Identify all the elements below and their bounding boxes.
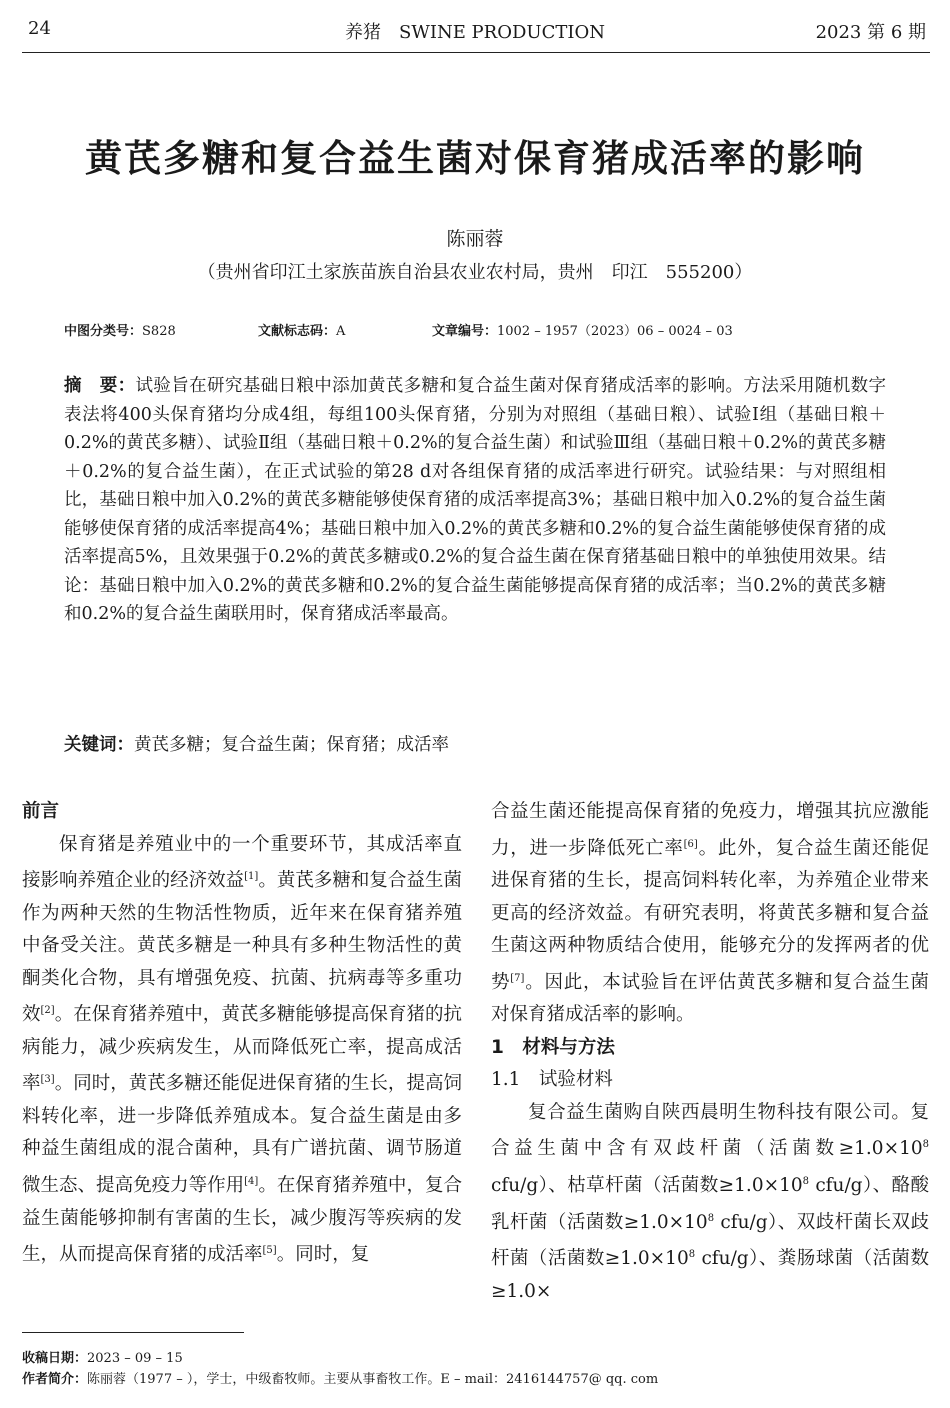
exponent: 8 [802, 1175, 810, 1187]
body-text: 。同时，复 [276, 1244, 370, 1266]
journal-name: 养猪 SWINE PRODUCTION [345, 22, 605, 43]
citation-ref: [7] [510, 972, 525, 984]
issue-label: 2023 第 6 期 [815, 22, 926, 43]
header-rule [22, 52, 930, 53]
left-column [22, 796, 462, 1272]
body-text: 。同时，黄芪多糖还能促进保育猪的生长，提高饲料转化率，进一步降低养殖成本。复合益生菌是由多种益生菌组成的混合菌种，具有广谱抗菌、调节肠道微生态、提高免疫力等作用 [22, 1073, 462, 1197]
abstract-text: 试验旨在研究基础日粮中添加黄芪多糖和复合益生菌对保育猪成活率的影响。方法采用随机数字表法将400头保育猪均分成4组，每组100头保育猪，分别为对照组（基础日粮）、试验Ⅰ组（基础日粮＋0.2%的黄芪多糖）、试验Ⅱ组（基础日粮＋0.2%的复合益生菌）和试验Ⅲ组（基础日粮＋0.2%的黄芪多糖＋0.2%的复合益生菌），在正式试验的第28 d对各组保育猪的成活率进行研究。试验结果：与对照组相比，基础日粮中加入0.2%的黄芪多糖能够使保育猪的成活率提高3%；基础日粮中加入0.2%的复合益生菌能够使保育猪的成活率提高4%；基础日粮中加入0.2%的黄芪多糖和0.2%的复合益生菌能够使保育猪的成活率提高5%，且效果强于0.2%的黄芪多糖或0.2%的复合益生菌在保育猪基础日粮中的单独使用效果。结论：基础日粮中加入0.2%的黄芪多糖和0.2%的复合益生菌能够提高保育猪的成活率；当0.2%的黄芪多糖和0.2%的复合益生菌联用时，保育猪成活率最高。 [64, 376, 887, 624]
article-number [432, 320, 733, 339]
page-number: 24 [28, 18, 51, 39]
received-value: 2023 – 09 – 15 [87, 1351, 183, 1366]
body-text: 。此外，复合益生菌还能促进保育猪的生长，提高饲料转化率，为养殖企业带来更高的经济效益。有研究表明，将黄芪多糖和复合益生菌这两种物质结合使用，能够充分的发挥两者的优势 [491, 837, 929, 993]
right-column [491, 796, 929, 1308]
citation-ref: [6] [683, 838, 698, 850]
citation-ref: [2] [40, 1005, 55, 1017]
keywords-text: 黄芪多糖；复合益生菌；保育猪；成活率 [134, 735, 449, 755]
document-code [258, 320, 345, 339]
body-text: 。黄芪多糖和复合益生菌作为两种天然的生物活性物质，近年来在保育猪养殖中备受关注。黄芪多糖是一种具有多种生物活性的黄酮类化合物，具有增强免疫、抗菌、抗病毒等多重功效 [22, 870, 462, 1026]
body-text: cfu/g）、枯草杆菌（活菌数≥1.0×10 [491, 1175, 803, 1197]
body-text: 。在保育猪养殖中，复合益生菌能够抑制有害菌的生长，减少腹泻等疾病的发生，从而提高保育猪的成活率 [22, 1175, 462, 1266]
footnote-rule [22, 1332, 244, 1333]
article-no-value: 1002 – 1957（2023）06 – 0024 – 03 [497, 324, 733, 339]
received-date [22, 1347, 183, 1366]
article-no-label: 文章编号： [432, 324, 498, 339]
exponent: 8 [688, 1249, 696, 1261]
citation-ref: [5] [262, 1245, 277, 1257]
author-name: 陈丽蓉 [446, 228, 504, 250]
abstract [64, 372, 886, 629]
preface-continuation [491, 796, 929, 1032]
materials-paragraph [491, 1097, 929, 1309]
doc-code-label: 文献标志码： [258, 324, 337, 339]
citation-ref: [1] [244, 871, 259, 882]
doc-code-value: A [336, 324, 346, 339]
author-affiliation: （贵州省印江土家族苗族自治县农业农村局，贵州 印江 555200） [197, 262, 753, 283]
body-text: 。在保育猪养殖中，黄芪多糖能够提高保育猪的抗病能力，减少疾病发生，从而降低死亡率，提高成活率 [22, 1004, 462, 1095]
body-text: 保育猪是养殖业中的一个重要环节，其成活率直接影响养殖企业的经济效益 [22, 833, 462, 892]
received-label: 收稿日期： [22, 1351, 88, 1366]
citation-ref: [3] [40, 1074, 55, 1086]
body-text: cfu/g）、酪酸乳杆菌（活菌数≥1.0×10 [491, 1175, 929, 1233]
abstract-label: 摘 要： [64, 376, 136, 396]
author-bio-value: 陈丽蓉（1977 – ），学士，中级畜牧师。主要从事畜牧工作。E – mail：2416144757@ qq. com [87, 1372, 659, 1387]
section-heading: 1 材料与方法 [491, 1036, 615, 1058]
author-bio-label: 作者简介： [22, 1372, 88, 1387]
keywords [64, 731, 886, 756]
clc-label: 中图分类号： [64, 324, 143, 339]
exponent: 8 [922, 1139, 929, 1151]
clc-value: S828 [142, 324, 176, 339]
exponent: 8 [707, 1212, 715, 1224]
body-text: 。因此，本试验旨在评估黄芪多糖和复合益生菌对保育猪成活率的影响。 [491, 971, 929, 1026]
preface-paragraph [22, 829, 462, 1272]
body-text: cfu/g）、双歧杆菌长双歧杆菌（活菌数≥1.0×10 [491, 1211, 929, 1270]
article-title: 黄芪多糖和复合益生菌对保育猪成活率的影响 [85, 137, 865, 180]
author-bio [22, 1368, 658, 1387]
clc-number [64, 320, 176, 339]
body-text: cfu/g）、粪肠球菌（活菌数≥1.0× [491, 1248, 929, 1302]
preface-heading: 前言 [22, 801, 60, 822]
body-text: 复合益生菌购自陕西晨明生物科技有限公司。复合益生菌中含有双歧杆菌（活菌数≥1.0×10 [491, 1101, 929, 1160]
subsection-heading: 1.1 试验材料 [491, 1069, 613, 1091]
body-text: 合益生菌还能提高保育猪的免疫力，增强其抗应激能力，进一步降低死亡率 [491, 801, 929, 859]
keywords-label: 关键词： [64, 735, 134, 755]
citation-ref: [4] [244, 1175, 259, 1187]
